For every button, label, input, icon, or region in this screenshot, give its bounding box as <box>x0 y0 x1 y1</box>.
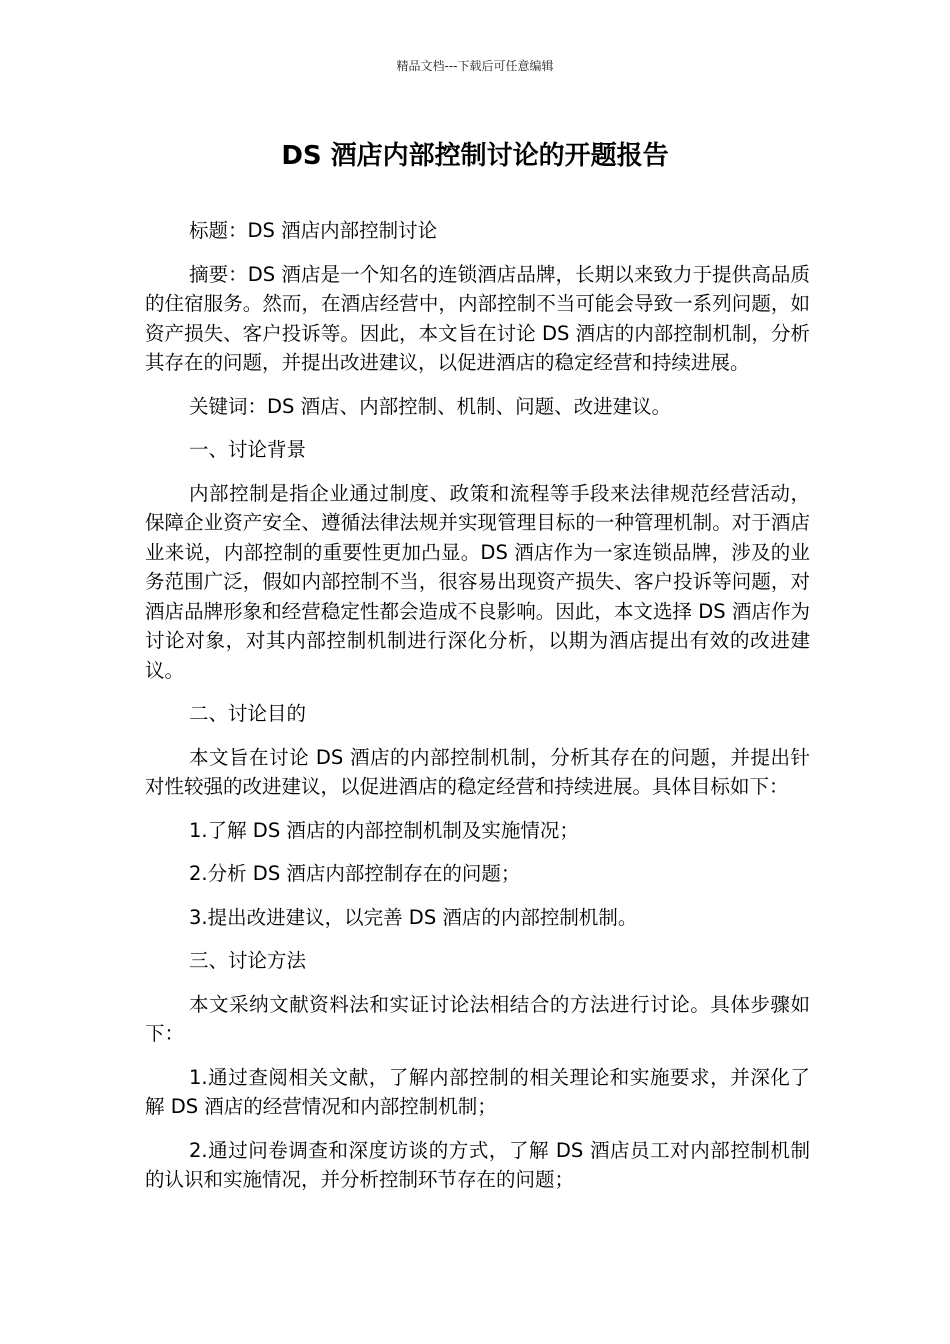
section-heading-background: 一、讨论背景 <box>189 438 307 461</box>
purpose-list-item: 2.分析 DS 酒店内部控制存在的问题； <box>189 862 521 885</box>
document-title: DS 酒店内部控制讨论的开题报告 <box>281 141 669 171</box>
purpose-paragraph: 本文旨在讨论 DS 酒店的内部控制机制，分析其存在的问题，并提出针对性较强的改进建议，以促进酒店的稳定经营和持续进展。具体目标如下： <box>145 745 810 798</box>
purpose-list-item: 1.了解 DS 酒店的内部控制机制及实施情况； <box>189 818 579 842</box>
method-list-item: 1.通过查阅相关文献，了解内部控制的相关理论和实施要求，并深化了解 DS 酒店的经营情况和内部控制机制； <box>145 1065 810 1118</box>
document-body <box>145 216 810 1209</box>
method-list-item: 2.通过问卷调查和深度访谈的方式，了解 DS 酒店员工对内部控制机制的认识和实施情况，并分析控制环节存在的问题； <box>145 1138 810 1191</box>
keywords-line: 关键词：DS 酒店、内部控制、机制、问题、改进建议。 <box>189 394 672 418</box>
section-heading-method: 三、讨论方法 <box>189 949 307 972</box>
page-header-note: 精品文档---下载后可任意编辑 <box>396 59 554 73</box>
background-paragraph: 内部控制是指企业通过制度、政策和流程等手段来法律规范经营活动，保障企业资产安全、遵循法律法规并实现管理目标的一种管理机制。对于酒店业来说，内部控制的重要性更加凸显。DS 酒店作为一家连锁品牌，涉及的业务范围广泛，假如内部控制不当，很容易出现资产损失、客户投诉等问题，对酒店品牌形象和经营稳定性都会造成不良影响。因此，本文选择 DS 酒店作为讨论对象，对其内部控制机制进行深化分析，以期为酒店提出有效的改进建议。 <box>145 481 810 682</box>
abstract-paragraph: 摘要：DS 酒店是一个知名的连锁酒店品牌，长期以来致力于提供高品质的住宿服务。然而，在酒店经营中，内部控制不当可能会导致一系列问题，如资产损失、客户投诉等。因此，本文旨在讨论 DS 酒店的内部控制机制，分析其存在的问题，并提出改进建议，以促进酒店的稳定经营和持续进展。 <box>145 262 810 374</box>
title-line: 标题：DS 酒店内部控制讨论 <box>189 219 438 242</box>
method-paragraph: 本文采纳文献资料法和实证讨论法相结合的方法进行讨论。具体步骤如下： <box>145 992 810 1045</box>
purpose-list-item: 3.提出改进建议，以完善 DS 酒店的内部控制机制。 <box>189 905 638 929</box>
section-heading-purpose: 二、讨论目的 <box>189 702 307 725</box>
